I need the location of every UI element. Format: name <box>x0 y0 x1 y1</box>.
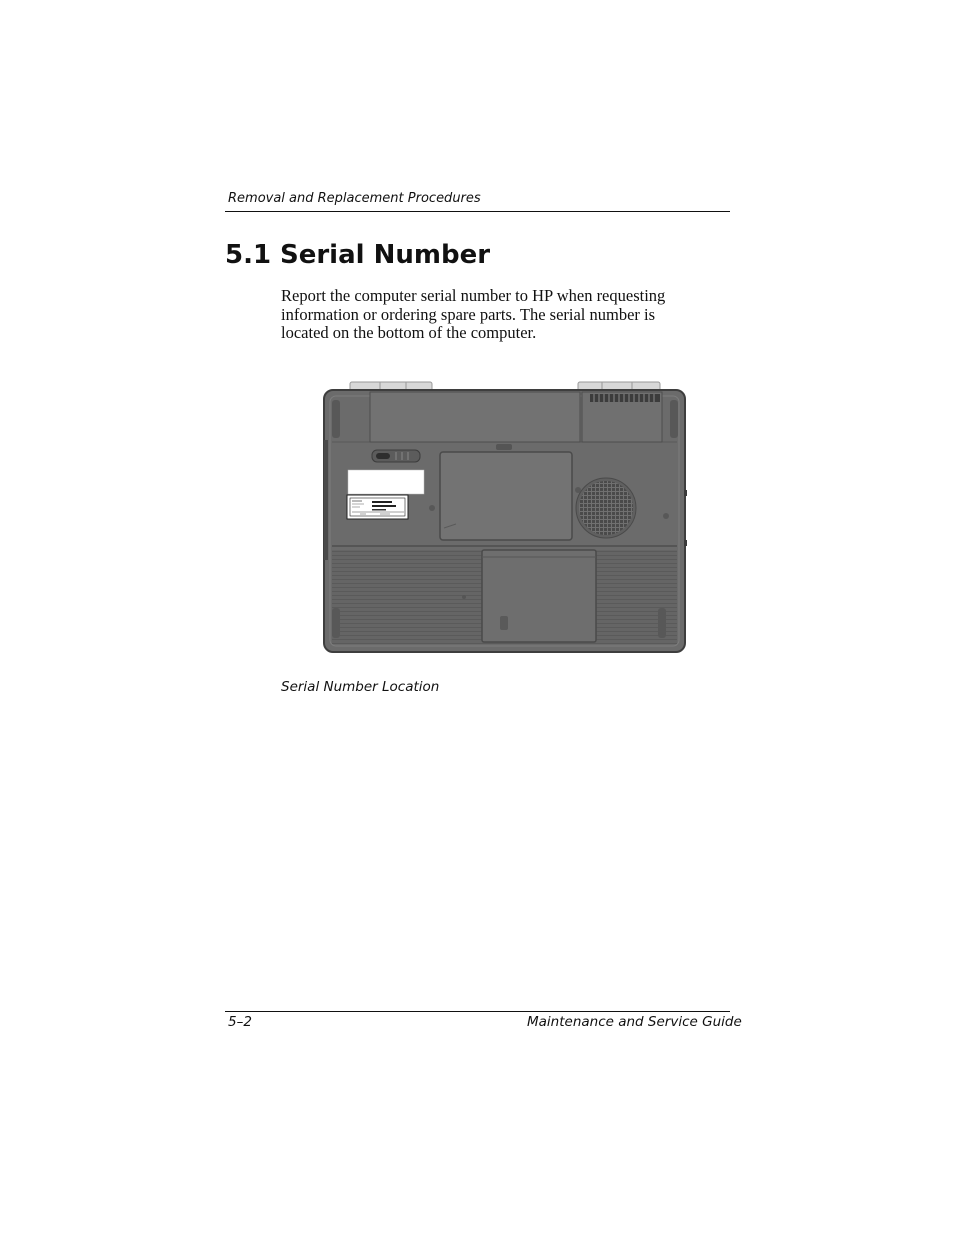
laptop-bottom-illustration <box>320 380 690 655</box>
header-rule <box>225 211 730 212</box>
fan-grill <box>576 478 636 538</box>
label-blank <box>348 470 424 494</box>
battery-latch <box>372 450 420 462</box>
top-vent <box>590 394 660 402</box>
body-line: information or ordering spare parts. The serial number is <box>281 304 656 324</box>
body-paragraph <box>281 287 721 343</box>
page-number: 5–2 <box>228 1014 252 1030</box>
laptop-bottom-figure <box>320 380 690 655</box>
figure-caption: Serial Number Location <box>281 679 440 695</box>
footer-rule <box>225 1011 730 1012</box>
battery-bay <box>370 392 580 442</box>
body-line: Report the computer serial number to HP when requesting <box>281 286 666 305</box>
memory-door <box>440 452 572 540</box>
hard-drive-door <box>482 550 596 642</box>
section-title <box>225 240 490 270</box>
section-title-text: Serial Number <box>280 240 491 270</box>
footer-guide-title: Maintenance and Service Guide <box>527 1014 742 1030</box>
body-line: located on the bottom of the computer. <box>281 323 537 342</box>
section-number: 5.1 <box>225 240 272 270</box>
running-header: Removal and Replacement Procedures <box>228 191 481 206</box>
serial-number-label <box>347 495 408 519</box>
